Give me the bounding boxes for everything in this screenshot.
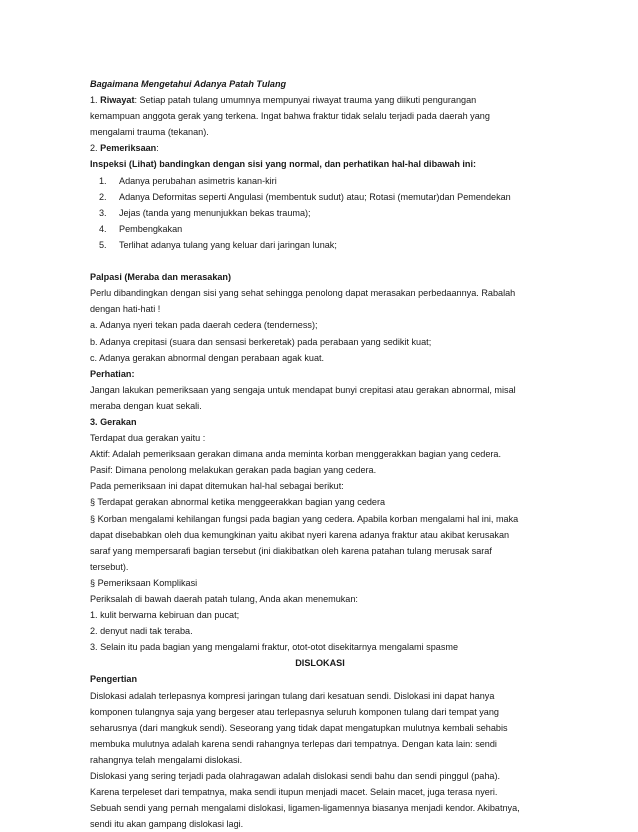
palpasi-line: a. Adanya nyeri tekan pada daerah cedera (tenderness); [90, 320, 318, 331]
gerakan-line: tersebut). [90, 561, 129, 572]
gerakan-line: dapat disebabkan oleh dua kemungkinan yaitu akibat nyeri karena adanya fraktur atau akibat kerusakan [90, 529, 510, 540]
dislokasi-line: komponen tulangnya saja yang bergeser atau terlepasnya seluruh komponen tulang dari tempat yang [90, 706, 499, 717]
gerakan-line: 2. denyut nadi tak teraba. [90, 626, 193, 637]
gerakan-heading: 3. Gerakan [90, 416, 137, 427]
gerakan-line: § Pemeriksaan Komplikasi [90, 577, 198, 588]
list-item [90, 205, 550, 221]
gerakan-line: Terdapat dua gerakan yaitu : [90, 433, 206, 444]
palpasi-line: dengan hati-hati ! [90, 304, 161, 315]
pemeriksaan-suffix: : [156, 143, 159, 154]
gerakan-line: Pasif: Dimana penolong melakukan gerakan pada bagian yang cedera. [90, 465, 377, 476]
list-item [90, 173, 550, 189]
dislokasi-line: Sebuah sendi yang pernah mengalami dislokasi, ligamen-ligamennya biasanya menjadi kendor. Akibatnya, [90, 803, 520, 814]
dislokasi-title: DISLOKASI [295, 658, 345, 669]
pemeriksaan-line [90, 140, 550, 156]
palpasi-line: Perlu dibandingkan dengan sisi yang sehat sehingga penolong dapat merasakan perbedaannya. Rabalah [90, 288, 516, 299]
dislokasi-line: membuka mulutnya adalah karena sendi rahangnya terlepas dari tempatnya. Dengan kata lain: sendi [90, 738, 497, 749]
list-item-text: Pembengkakan [119, 223, 183, 234]
palpasi-line: c. Adanya gerakan abnormal dengan perabaan agak kuat. [90, 352, 325, 363]
palpasi-heading: Palpasi (Meraba dan merasakan) [90, 272, 232, 283]
gerakan-line: Pada pemeriksaan ini dapat ditemukan hal-hal sebagai berikut: [90, 481, 344, 492]
gerakan-line: § Terdapat gerakan abnormal ketika menggeerakkan bagian yang cedera [90, 497, 386, 508]
perhatian-line: Jangan lakukan pemeriksaan yang sengaja untuk mendapat bunyi crepitasi atau gerakan abnormal, misal [90, 384, 516, 395]
list-item-text: Adanya perubahan asimetris kanan-kiri [119, 175, 277, 186]
palpasi-line: b. Adanya crepitasi (suara dan sensasi berkeretak) pada perabaan yang sedikit kuat; [90, 336, 432, 347]
list-item-number: 2. [99, 191, 107, 202]
inspeksi-list [90, 173, 550, 253]
dislokasi-line: rahangnya telah mengalami dislokasi. [90, 754, 243, 765]
list-item-number: 4. [99, 223, 107, 234]
document-title: Bagaimana Mengetahui Adanya Patah Tulang [90, 79, 287, 89]
gerakan-line: 1. kulit berwarna kebiruan dan pucat; [90, 610, 240, 621]
riwayat-line-1 [90, 92, 550, 108]
list-item-text: Terlihat adanya tulang yang keluar dari jaringan lunak; [119, 239, 337, 250]
gerakan-line: Periksalah di bawah daerah patah tulang, Anda akan menemukan: [90, 594, 358, 604]
pemeriksaan-label: Pemeriksaan [100, 143, 157, 154]
list-item-text: Jejas (tanda yang menunjukkan bekas trauma); [119, 207, 311, 218]
gerakan-line: Aktif: Adalah pemeriksaan gerakan dimana anda meminta korban menggerakkan bagian yang cedera. [90, 449, 501, 460]
document-page [90, 76, 550, 832]
gerakan-line: 3. Selain itu pada bagian yang mengalami fraktur, otot-otot disekitarnya mengalami spasme [90, 642, 458, 653]
dislokasi-line: sendi itu akan gampang dislokasi lagi. [90, 819, 244, 830]
perhatian-line: meraba dengan kuat sekali. [90, 400, 202, 411]
dislokasi-line: Dislokasi adalah terlepasnya kompresi jaringan tulang dari kesatuan sendi. Dislokasi ini dapat hanya [90, 690, 495, 701]
riwayat-line-2: kemampuan anggota gerak yang terkena. Ingat bahwa fraktur tidak selalu terjadi pada daerah yang [90, 111, 490, 122]
list-item [90, 221, 550, 237]
perhatian-heading: Perhatian: [90, 368, 135, 379]
pemeriksaan-prefix: 2. [90, 143, 101, 154]
riwayat-line-3: mengalami trauma (tekanan). [90, 127, 209, 138]
riwayat-text-1: : Setiap patah tulang umumnya mempunyai riwayat trauma yang diikuti pengurangan [134, 95, 477, 106]
paragraph-spacer [90, 253, 550, 269]
list-item [90, 237, 550, 253]
list-item-number: 1. [99, 175, 107, 186]
list-item-text: Adanya Deformitas seperti Angulasi (membentuk sudut) atau; Rotasi (memutar)dan Pemendekan [119, 191, 511, 202]
list-item-number: 5. [99, 239, 107, 250]
inspeksi-heading: Inspeksi (Lihat) bandingkan dengan sisi yang normal, dan perhatikan hal-hal dibawah ini: [90, 159, 477, 170]
list-item [90, 189, 550, 205]
dislokasi-line: seharusnya (dari mangkuk sendi). Seseorang yang tidak dapat mengatupkan mulutnya kembali sehabis [90, 722, 508, 733]
dislokasi-line: Dislokasi yang sering terjadi pada olahragawan adalah dislokasi sendi bahu dan sendi pinggul (paha). [90, 771, 500, 782]
riwayat-label: Riwayat [100, 95, 135, 106]
pengertian-heading: Pengertian [90, 674, 137, 685]
gerakan-line: saraf yang mempersarafi bagian tersebut (ini diakibatkan oleh karena patahan tulang merusak saraf [90, 545, 492, 556]
list-item-number: 3. [99, 207, 107, 218]
dislokasi-line: Karena terpeleset dari tempatnya, maka sendi itupun menjadi macet. Selain macet, juga terasa nyeri. [90, 787, 498, 798]
gerakan-line: § Korban mengalami kehilangan fungsi pada bagian yang cedera. Apabila korban mengalami hal ini, maka [90, 513, 519, 524]
riwayat-prefix: 1. [90, 95, 101, 106]
